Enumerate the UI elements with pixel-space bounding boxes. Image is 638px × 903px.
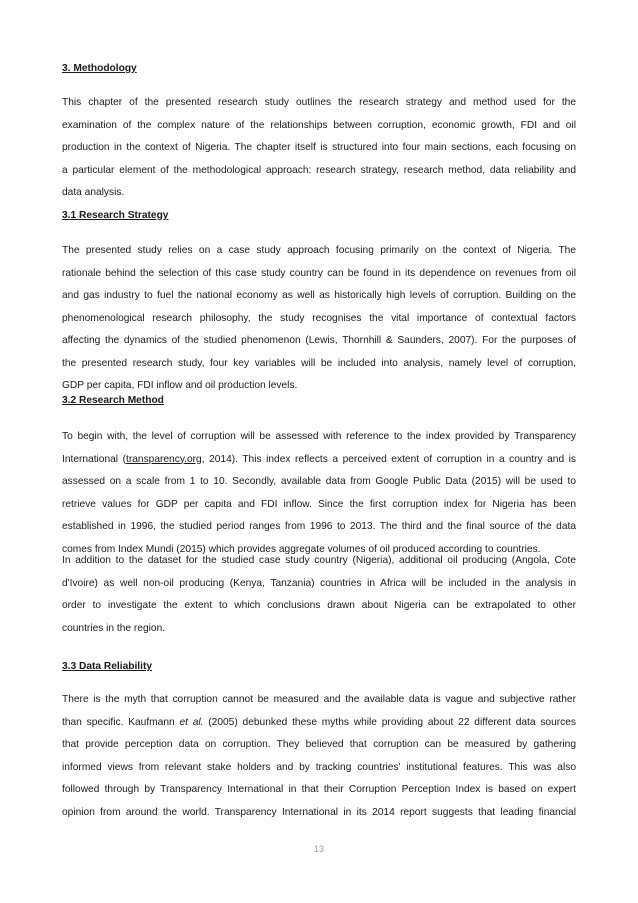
text-line: The presented study relies on a case study approach focusing primarily on the context of Nigeria. The bbox=[62, 245, 576, 256]
data-reliability-paragraph bbox=[62, 689, 576, 824]
text-line: countries in the region. bbox=[62, 622, 166, 634]
transparency-org-link[interactable]: transparency.org bbox=[126, 453, 202, 465]
text-line: rationale behind the selection of this case study country can be found in its dependence on revenues from oil bbox=[62, 267, 576, 279]
text-line: followed through by Transparency International in that their Corruption Perception Index is based on expert bbox=[62, 784, 576, 795]
text-line: phenomenological research philosophy, the study recognises the vital importance of contextual factors bbox=[62, 312, 576, 324]
text-line: production in the context of Nigeria. The chapter itself is structured into four main sections, each focusing on bbox=[62, 142, 576, 153]
methodology-paragraph bbox=[62, 92, 576, 205]
text-line: opinion from around the world. Transparency International in its 2014 report suggests that leading financial bbox=[62, 806, 576, 818]
text-line: the presented research study, four key variables will be included into analysis, namely level of corruption, bbox=[62, 357, 576, 369]
text-line: established in 1996, the studied period ranges from 1996 to 2013. The third and the final source of the data bbox=[62, 521, 576, 532]
page-number: 13 bbox=[313, 844, 324, 854]
text-fragment: , 2014). This index reflects a perceived extent of corruption in a country and is bbox=[201, 453, 577, 465]
text-line: examination of the complex nature of the relationships between corruption, economic growth, FDI and oil bbox=[62, 119, 576, 131]
section-heading-methodology: 3. Methodology bbox=[62, 63, 137, 74]
text-line bbox=[62, 449, 576, 472]
section-heading-research-strategy: 3.1 Research Strategy bbox=[62, 210, 169, 221]
text-fragment: International ( bbox=[62, 453, 127, 465]
text-line: retrieve values for GDP per capita and FDI inflow. Since the first corruption index for Nigeria has been bbox=[62, 498, 576, 510]
text-fragment: than specific. Kaufmann bbox=[62, 716, 180, 728]
text-line: data analysis. bbox=[62, 187, 125, 198]
text-line: comes from Index Mundi (2015) which provides aggregate volumes of oil produced according to countries. bbox=[62, 543, 541, 555]
research-strategy-paragraph bbox=[62, 240, 576, 398]
text-line: order to investigate the extent to which conclusions drawn about Nigeria can be extrapolated to other bbox=[62, 600, 576, 611]
research-method-paragraph-2 bbox=[62, 550, 576, 640]
text-line: To begin with, the level of corruption will be assessed with reference to the index provided by Transparency bbox=[62, 431, 576, 442]
text-line: This chapter of the presented research study outlines the research strategy and method used for the bbox=[62, 97, 576, 108]
text-line: d'Ivoire) as well non-oil producing (Kenya, Tanzania) countries in Africa will be included in the analysis in bbox=[62, 577, 576, 589]
text-line: informed views from relevant stake holders and by tracking countries' institutional features. This was also bbox=[62, 761, 576, 773]
text-line: There is the myth that corruption cannot be measured and the available data is vague and subjective rather bbox=[62, 694, 576, 705]
text-line: that provide perception data on corruption. They believed that corruption can be measured by gathering bbox=[62, 739, 576, 750]
text-line bbox=[62, 712, 576, 735]
text-line: In addition to the dataset for the studied case study country (Nigeria), additional oil producing (Angola, Cote bbox=[62, 555, 576, 566]
text-line: a particular element of the methodological approach: research strategy, research method, data reliability and bbox=[62, 164, 576, 176]
italic-et-al: et al. bbox=[179, 716, 204, 728]
text-line: and gas industry to fuel the national economy as well as historically high levels of corruption. Building on the bbox=[62, 290, 576, 301]
section-heading-research-method: 3.2 Research Method bbox=[62, 395, 164, 406]
text-line: affecting the dynamics of the studied phenomenon (Lewis, Thornhill & Saunders, 2007). For the purposes of bbox=[62, 335, 576, 346]
text-line: GDP per capita, FDI inflow and oil production levels. bbox=[62, 380, 298, 391]
text-line: assessed on a scale from 1 to 10. Secondly, available data from Google Public Data (2015) will be used to bbox=[62, 476, 576, 487]
research-method-paragraph-1 bbox=[62, 426, 576, 561]
text-fragment: (2005) debunked these myths while providing about 22 different data sources bbox=[203, 716, 577, 728]
section-heading-data-reliability: 3.3 Data Reliability bbox=[62, 661, 153, 672]
